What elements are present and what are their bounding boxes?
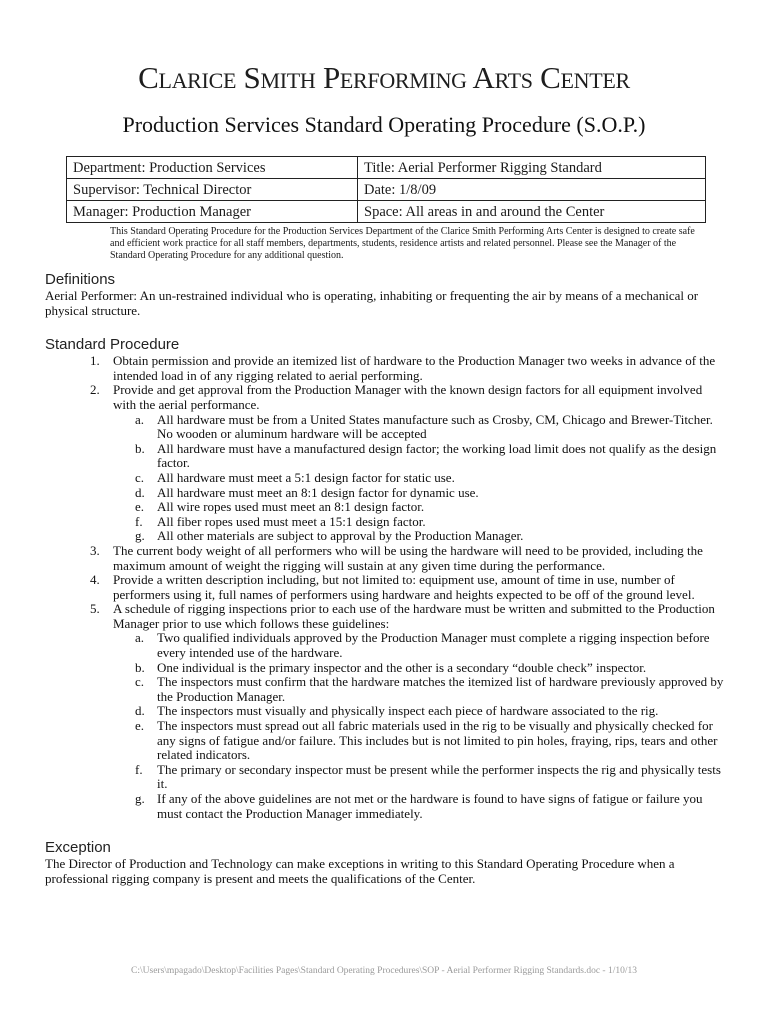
step-number: 5. — [90, 601, 100, 617]
sub-item — [113, 471, 725, 486]
sub-marker: f. — [135, 513, 143, 529]
definitions-heading: Definitions — [45, 271, 116, 288]
step-item — [45, 354, 725, 383]
sub-text: All other materials are subject to approval by the Production Manager. — [157, 528, 524, 544]
file-path-footer: C:\Users\mpagado\Desktop\Facilities Pages\Standard Operating Procedures\SOP - Aerial Performer Rigging Standards.doc - 1/10/13 — [131, 966, 637, 976]
step-text: The current body weight of all performers who will be using the hardware will need to be provided, including the maximum amount of weight the rigging will sustain at any given time during the performance. — [113, 542, 703, 573]
sub-item — [113, 631, 725, 660]
supervisor-cell: Supervisor: Technical Director — [67, 179, 358, 201]
sub-text: All hardware must meet a 5:1 design factor for static use. — [157, 469, 455, 485]
step-item — [45, 383, 725, 544]
sub-item — [113, 500, 725, 515]
sub-text: The inspectors must visually and physically inspect each piece of hardware associated to the rig. — [157, 703, 659, 719]
sub-item — [113, 661, 725, 676]
sub-marker: e. — [135, 499, 145, 515]
sub-item — [113, 413, 725, 442]
sub-item — [113, 442, 725, 471]
organization-name: Clarice Smith Performing Arts Center — [138, 60, 630, 95]
sub-item — [113, 675, 725, 704]
intro-paragraph: This Standard Operating Procedure for the Production Services Department of the Clarice Smith Performing Arts Center is designed to create safe and efficient work practice for all staff members, departments, students, residence artists and related personnel. Please see the Manager of the Standard Operating Procedure for any additional question. — [110, 226, 695, 261]
sub-list — [113, 413, 725, 544]
sub-list — [113, 631, 725, 821]
document-body — [45, 271, 725, 886]
title-cell: Title: Aerial Performer Rigging Standard — [358, 157, 706, 179]
step-number: 2. — [90, 382, 100, 398]
sub-item — [113, 792, 725, 821]
sub-text: The primary or secondary inspector must be present while the performer inspects the rig and physically tests it. — [157, 761, 721, 792]
sub-item — [113, 719, 725, 763]
sub-marker: b. — [135, 659, 145, 675]
standard-procedure-heading: Standard Procedure — [45, 336, 180, 354]
sub-text: The inspectors must spread out all fabric materials used in the rig to be visually and physically checked for any signs of fatigue and/or failure. This includes but is not limited to pin holes, fraying, rips, tears and other related indicators. — [157, 718, 718, 763]
sub-text: All hardware must have a manufactured design factor; the working load limit does not qualify as the design factor. — [157, 440, 717, 471]
exception-heading: Exception — [45, 839, 111, 857]
sub-item — [113, 763, 725, 792]
sub-marker: f. — [135, 761, 143, 777]
definitions-text: Aerial Performer: An un-restrained individual who is operating, inhabiting or frequenting the air by means of a mechanical or physical structure. — [45, 288, 699, 318]
step-item — [45, 544, 725, 573]
sub-text: The inspectors must confirm that the hardware matches the itemized list of hardware previously approved by the Production Manager. — [157, 674, 724, 704]
exception-text: The Director of Production and Technology can make exceptions in writing to this Standard Operating Procedure when a professional rigging company is present and meets the qualifications of the Center. — [45, 856, 675, 886]
sub-text: If any of the above guidelines are not met or the hardware is found to have signs of fatigue or failure you must contact the Production Manager immediately. — [157, 791, 703, 821]
table-row — [67, 179, 706, 201]
space-cell: Space: All areas in and around the Center — [358, 201, 706, 223]
sub-marker: d. — [135, 703, 145, 719]
step-item — [45, 602, 725, 821]
date-cell: Date: 1/8/09 — [358, 179, 706, 201]
step-text: Provide a written description including, but not limited to: equipment use, amount of time in use, number of performers using it, full names of performers using hardware and heights expected to be off of the ground level. — [113, 572, 695, 602]
sub-marker: c. — [135, 469, 145, 485]
sub-marker: g. — [135, 791, 145, 806]
document-title: Production Services Standard Operating Procedure (S.O.P.) — [122, 112, 646, 137]
sub-marker: d. — [135, 484, 145, 500]
sub-text: All hardware must be from a United States manufacture such as Crosby, CM, Chicago and Brewer-Titcher. No wooden or aluminum hardware will be accepted — [157, 411, 713, 442]
manager-cell: Manager: Production Manager — [67, 201, 358, 223]
sub-marker: c. — [135, 674, 145, 690]
step-number: 1. — [90, 353, 100, 369]
step-number: 4. — [90, 572, 100, 588]
sub-item — [113, 515, 725, 530]
sub-text: One individual is the primary inspector and the other is a secondary “double check” inspector. — [157, 659, 647, 675]
sub-text: Two qualified individuals approved by the Production Manager must complete a rigging inspection before every intended use of the hardware. — [157, 630, 710, 661]
sub-marker: a. — [135, 411, 145, 427]
step-item — [45, 573, 725, 602]
step-text: A schedule of rigging inspections prior to each use of the hardware must be written and submitted to the Production Manager prior to use which follows these guidelines: — [113, 601, 715, 631]
step-number: 3. — [90, 542, 100, 558]
table-row — [67, 201, 706, 223]
sub-marker: b. — [135, 440, 145, 456]
table-row — [67, 157, 706, 179]
step-text: Obtain permission and provide an itemized list of hardware to the Production Manager two weeks in advance of the intended load in of any rigging related to aerial performing. — [113, 353, 716, 383]
sub-marker: a. — [135, 630, 145, 646]
sub-text: All wire ropes used must meet an 8:1 design factor. — [157, 499, 425, 515]
sub-item — [113, 704, 725, 719]
sub-item — [113, 486, 725, 501]
department-cell: Department: Production Services — [67, 157, 358, 179]
info-table — [66, 156, 706, 223]
sub-marker: g. — [135, 528, 145, 544]
sub-text: All hardware must meet an 8:1 design factor for dynamic use. — [157, 484, 479, 500]
step-text: Provide and get approval from the Production Manager with the known design factors for all equipment involved with the aerial performance. — [113, 382, 703, 412]
sub-item — [113, 529, 725, 544]
sub-marker: e. — [135, 718, 145, 734]
sub-text: All fiber ropes used must meet a 15:1 design factor. — [157, 513, 426, 529]
procedure-steps — [45, 354, 725, 821]
